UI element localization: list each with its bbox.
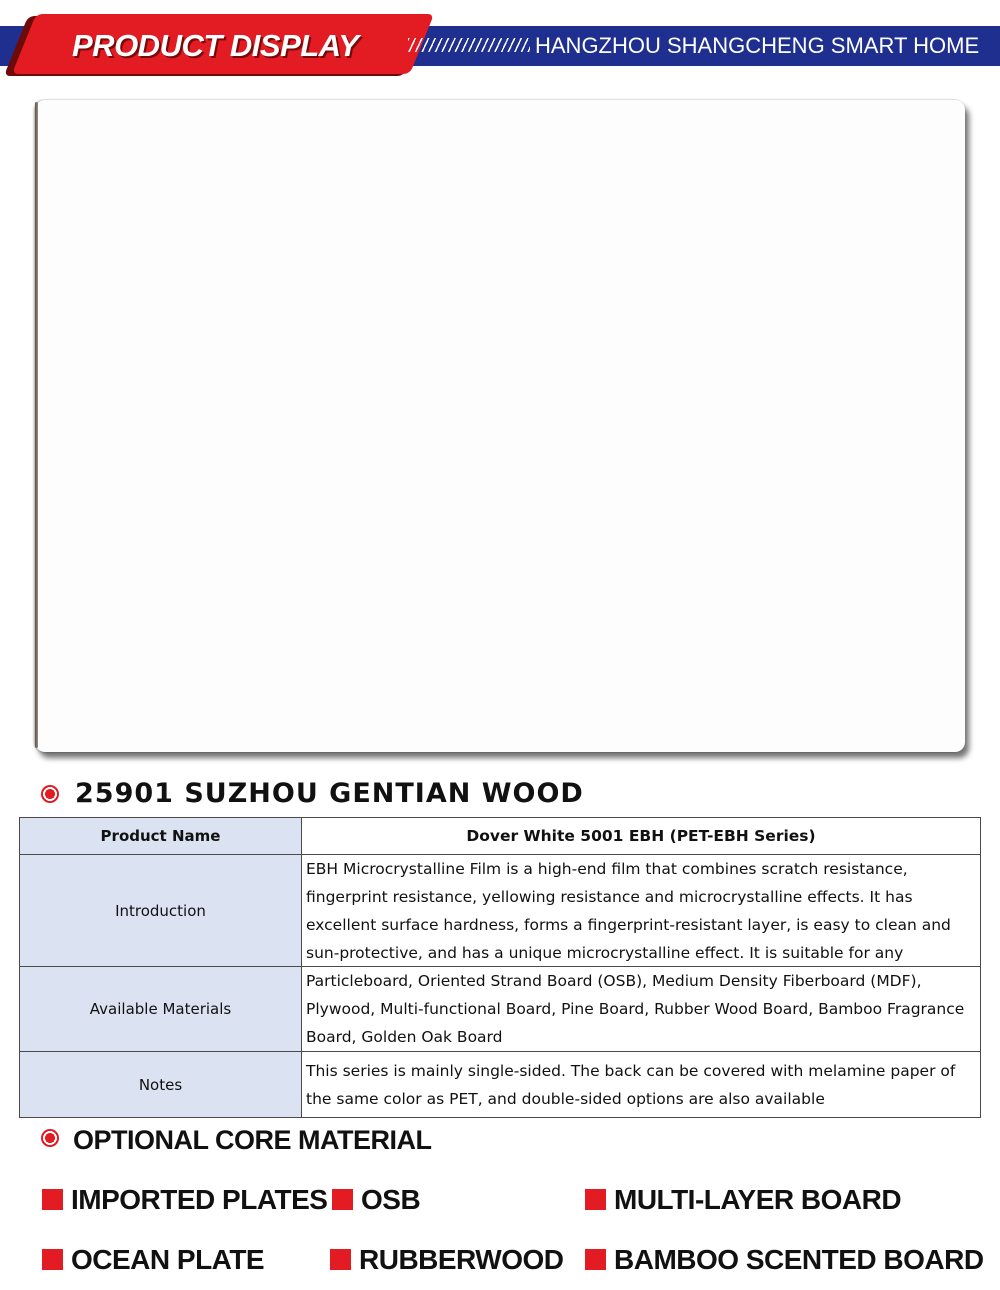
core-material-item: [42, 1240, 264, 1280]
core-material-label: IMPORTED PLATES: [71, 1184, 328, 1215]
product-heading: 25901 SUZHOU GENTIAN WOOD: [75, 778, 584, 809]
table-row: [20, 855, 981, 967]
target-bullet-icon: [41, 785, 59, 803]
row-label: Introduction: [20, 855, 302, 967]
red-square-icon: [42, 1189, 63, 1210]
core-material-label: RUBBERWOOD: [359, 1244, 564, 1275]
row-value: Dover White 5001 EBH (PET-EBH Series): [302, 818, 981, 855]
red-square-icon: [585, 1249, 606, 1270]
core-material-item: [42, 1180, 327, 1220]
core-material-item: [585, 1180, 901, 1220]
core-material-label: MULTI-LAYER BOARD: [614, 1184, 902, 1215]
core-material-item: [585, 1240, 984, 1280]
red-square-icon: [332, 1189, 353, 1210]
row-value: Particleboard, Oriented Strand Board (OSB), Medium Density Fiberboard (MDF), Plywood, Multi-functional Board, Pine Board, Rubber Wood Board, Bamboo Fragrance Board, Golden Oak Board: [302, 967, 981, 1052]
row-label: Notes: [20, 1052, 302, 1118]
table-row: [20, 967, 981, 1052]
spec-table: [19, 817, 981, 1118]
red-square-icon: [330, 1249, 351, 1270]
red-square-icon: [42, 1249, 63, 1270]
red-square-icon: [585, 1189, 606, 1210]
core-material-item: [330, 1240, 563, 1280]
core-material-label: OCEAN PLATE: [71, 1244, 265, 1275]
product-image: [35, 100, 965, 752]
table-row: [20, 818, 981, 855]
company-name: HANGZHOU SHANGCHENG SMART HOME: [535, 33, 980, 58]
core-material-label: OSB: [361, 1184, 421, 1215]
row-label: Available Materials: [20, 967, 302, 1052]
page-title: PRODUCT DISPLAY: [72, 28, 359, 63]
row-value: This series is mainly single-sided. The back can be covered with melamine paper of the same color as PET, and double-sided options are also available: [302, 1052, 981, 1118]
core-material-heading: OPTIONAL CORE MATERIAL: [73, 1125, 432, 1155]
row-value: EBH Microcrystalline Film is a high-end film that combines scratch resistance, fingerprint resistance, yellowing resistance and microcrystalline effects. It has excellent surface hardness, forms a fingerprint-resistant layer, is easy to clean and sun-protective, and has a unique microcrystalline effect. It is suitable for any: [306, 860, 951, 962]
product-image-edge: [35, 102, 38, 748]
hatch-decoration: [408, 38, 530, 52]
target-bullet-icon: [41, 1129, 59, 1147]
row-label: Product Name: [20, 818, 302, 855]
row-value-cell: [302, 855, 981, 967]
core-material-label: BAMBOO SCENTED BOARD: [614, 1244, 984, 1275]
table-row: [20, 1052, 981, 1118]
core-material-item: [332, 1180, 420, 1220]
